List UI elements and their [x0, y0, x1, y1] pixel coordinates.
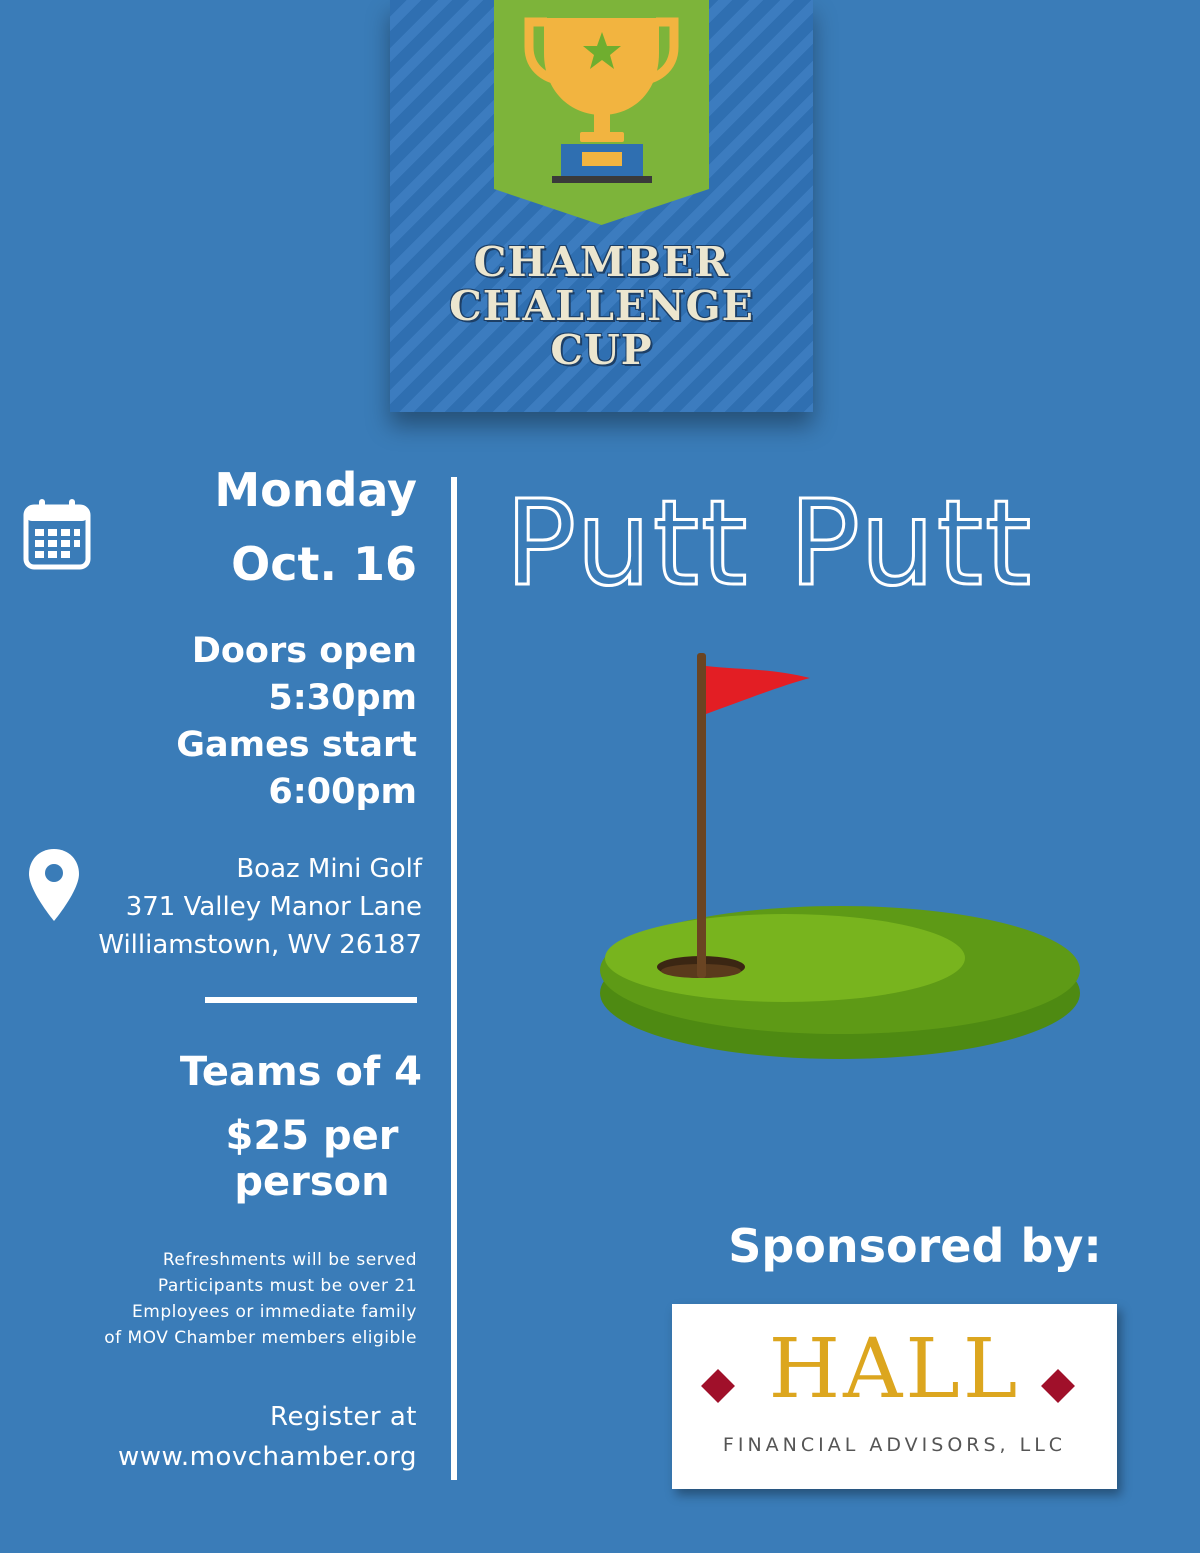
calendar-icon — [22, 497, 92, 572]
trophy-icon — [494, 0, 709, 225]
time-line: Doors open — [191, 631, 417, 671]
register-label: Register at — [270, 1402, 417, 1432]
logo-subtitle: FINANCIAL ADVISORS, LLC — [722, 1434, 1067, 1456]
note-line: Employees or immediate family — [132, 1302, 417, 1322]
register-info — [118, 1397, 417, 1477]
note-line: of MOV Chamber members eligible — [104, 1328, 417, 1348]
vertical-divider — [451, 477, 457, 1480]
sponsor-logo — [672, 1304, 1117, 1489]
golf-green-flag-icon — [595, 648, 1085, 1066]
time-line: 5:30pm — [268, 678, 417, 718]
address-line: Boaz Mini Golf — [236, 854, 422, 884]
price-line: $25 per — [225, 1113, 399, 1159]
horizontal-divider — [205, 997, 417, 1003]
title-banner — [390, 0, 813, 412]
banner-title-line: CHALLENGE — [449, 282, 754, 330]
pennant — [494, 0, 709, 225]
teams-info: Teams of 4 — [179, 1049, 422, 1095]
sponsored-label: Sponsored by: — [728, 1219, 1102, 1273]
banner-title — [390, 240, 813, 372]
venue-address — [98, 850, 422, 964]
event-times — [176, 628, 417, 816]
location-pin-icon — [27, 847, 81, 923]
banner-title-line: CHAMBER — [473, 238, 730, 286]
price-line: person — [234, 1159, 390, 1205]
address-line: 371 Valley Manor Lane — [125, 892, 422, 922]
event-date: Oct. 16 — [231, 537, 417, 591]
time-line: Games start — [176, 725, 417, 765]
banner-title-line: CUP — [550, 326, 653, 374]
headline: Putt Putt — [505, 474, 1034, 612]
time-line: 6:00pm — [268, 772, 417, 812]
note-line: Participants must be over 21 — [157, 1276, 417, 1296]
event-notes — [104, 1247, 417, 1351]
note-line: Refreshments will be served — [162, 1250, 417, 1270]
register-url: www.movchamber.org — [117, 1442, 417, 1472]
address-line: Williamstown, WV 26187 — [98, 930, 422, 960]
logo-name: HALL — [768, 1322, 1021, 1417]
price-info — [207, 1113, 417, 1205]
event-day: Monday — [214, 463, 417, 517]
